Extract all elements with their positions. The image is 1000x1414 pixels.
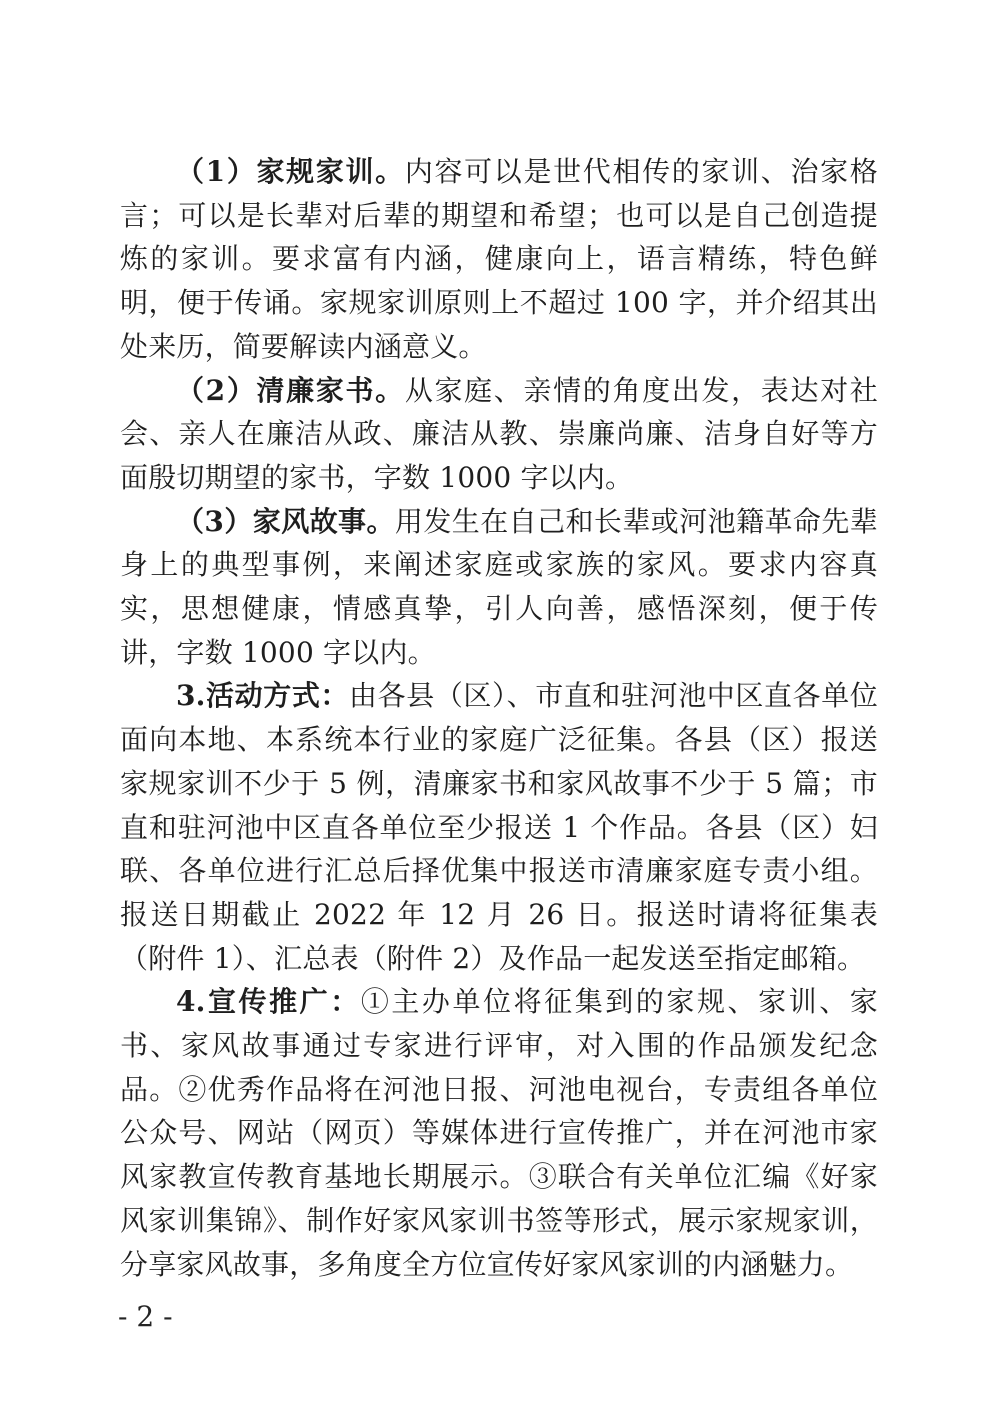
paragraph-promotion (120, 980, 878, 1286)
page-number: - 2 - (118, 1300, 173, 1333)
page-footer (118, 1301, 173, 1333)
paragraph-family-rules-lead: （1）家规家训。 (176, 155, 405, 188)
paragraph-family-story (120, 500, 878, 675)
paragraph-clean-family-letter-lead: （2）清廉家书。 (176, 373, 405, 407)
paragraph-family-rules (120, 150, 878, 369)
paragraph-clean-family-letter-body: 从家庭、亲情的角度出发，表达对社会、亲人在廉洁从政、廉洁从教、崇廉尚廉、洁身自好等方面殷切期望的家书，字数 1000 字以内。 (120, 373, 878, 494)
paragraph-activity-method (120, 674, 878, 980)
paragraph-promotion-body: ①主办单位将征集到的家规、家训、家书、家风故事通过专家进行评审，对入围的作品颁发纪念品。②优秀作品将在河池日报、河池电视台，专责组各单位公众号、网站（网页）等媒体进行宣传推广，并在河池市家风家教宣传教育基地长期展示。③联合有关单位汇编《好家风家训集锦》、制作好家风家训书签等形式，展示家规家训，分享家风故事，多角度全方位宣传好家风家训的内涵魅力。 (120, 985, 878, 1281)
paragraph-family-rules-body: 内容可以是世代相传的家训、治家格言；可以是长辈对后辈的期望和希望；也可以是自己创造提炼的家训。要求富有内涵，健康向上，语言精练，特色鲜明，便于传诵。家规家训原则上不超过 100 字，并介绍其出处来历，简要解读内涵意义。 (120, 155, 878, 363)
paragraph-clean-family-letter (120, 369, 878, 500)
paragraph-family-story-body: 用发生在自己和长辈或河池籍革命先辈身上的典型事例，来阐述家庭或家族的家风。要求内容真实，思想健康，情感真挚，引人向善，感悟深刻，便于传讲，字数 1000 字以内。 (120, 504, 878, 669)
paragraph-activity-method-lead: 3.活动方式： (176, 679, 350, 713)
paragraph-promotion-lead: 4.宣传推广： (176, 985, 361, 1019)
paragraph-activity-method-body: 由各县（区）、市直和驻河池中区直各单位面向本地、本系统本行业的家庭广泛征集。各县（区）报送家规家训不少于 5 例，清廉家书和家风故事不少于 5 篇；市直和驻河池中区直各单位至少报送 1 个作品。各县（区）妇联、各单位进行汇总后择优集中报送市清廉家庭专责小组。报送日期截止 2022 年 12 月 26 日。报送时请将征集表（附件 1）、汇总表（附件 2）及作品一起发送至指定邮箱。 (120, 679, 878, 975)
paragraph-family-story-lead: （3）家风故事。 (176, 504, 395, 538)
document-content (120, 150, 878, 1286)
